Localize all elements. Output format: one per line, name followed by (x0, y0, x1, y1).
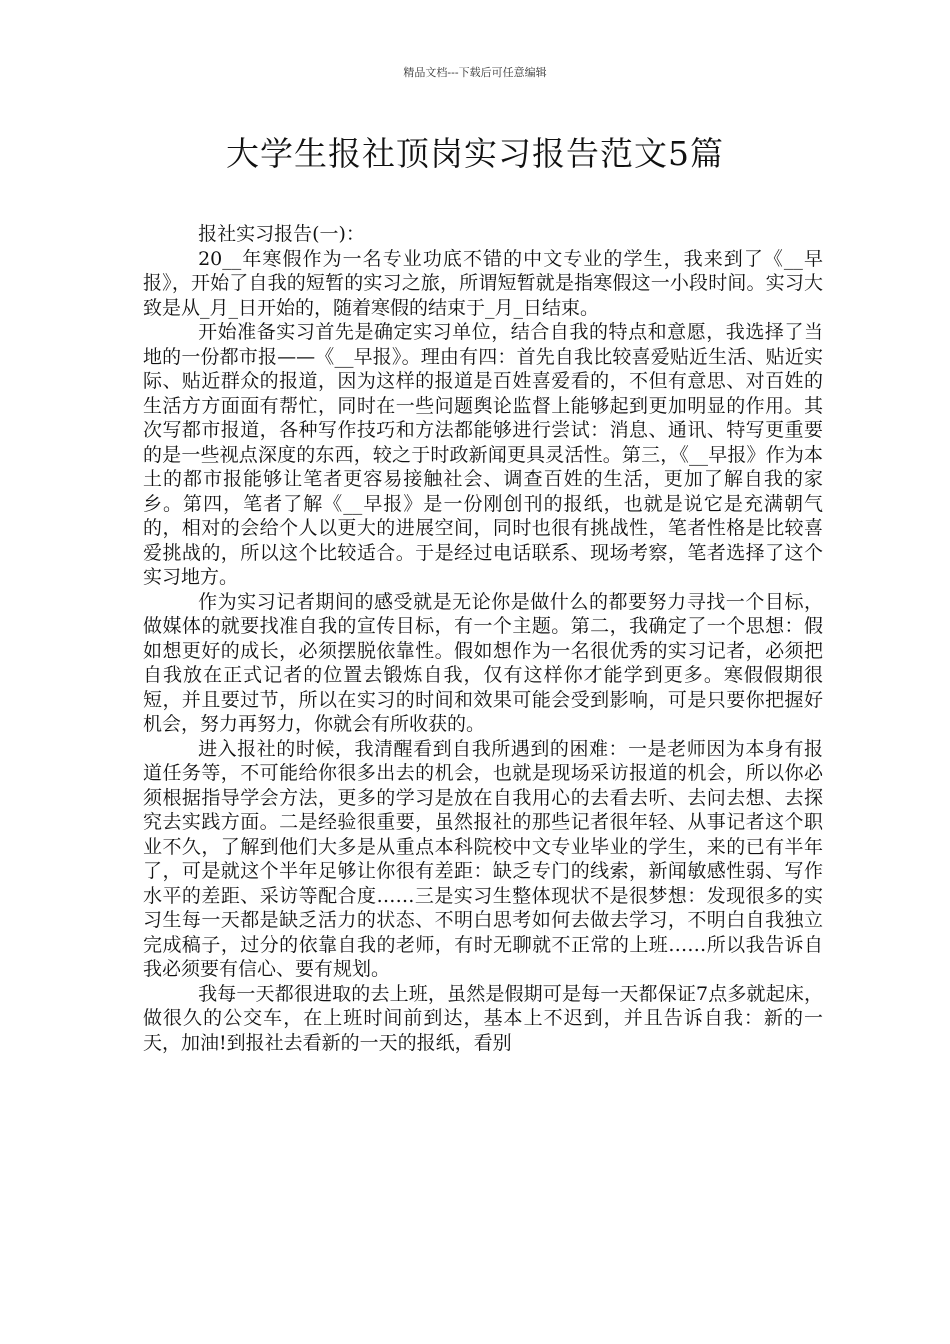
section-label: 报社实习报告(一)： (198, 223, 365, 245)
document-body (143, 222, 823, 1055)
paragraph-2: 开始准备实习首先是确定实习单位，结合自我的特点和意愿，我选择了当地的一份都市报——《__早报》。理由有四：首先自我比较喜爱贴近生活、贴近实际、贴近群众的报道，因为这样的报道是百姓喜爱看的，不但有意思、对百姓的生活方方面面有帮忙，同时在一些问题舆论监督上能够起到更加明显的作用。其次写都市报道，各种写作技巧和方法都能够进行尝试：消息、通讯、特写更重要的是一些视点深度的东西，较之于时政新闻更具灵活性。第三，《__早报》作为本土的都市报能够让笔者更容易接触社会、调查百姓的生活，更加了解自我的家乡。第四，笔者了解《__早报》是一份刚创刊的报纸，也就是说它是充满朝气的，相对的会给个人以更大的进展空间，同时也很有挑战性，笔者性格是比较喜爱挑战的，所以这个比较适合。于是经过电话联系、现场考察，笔者选择了这个实习地方。 (143, 321, 823, 588)
paragraph-4: 进入报社的时候，我清醒看到自我所遇到的困难：一是老师因为本身有报道任务等，不可能给你很多出去的机会，也就是现场采访报道的机会，所以你必须根据指导学会方法，更多的学习是放在自我用心的去看去听、去问去想、去探究去实践方面。二是经验很重要，虽然报社的那些记者很年轻、从事记者这个职业不久，了解到他们大多是从重点本科院校中文专业毕业的学生，来的已有半年了，可是就这个半年足够让你很有差距：缺乏专门的线索，新闻敏感性弱、写作水平的差距、采访等配合度……三是实习生整体现状不是很梦想：发现很多的实习生每一天都是缺乏活力的状态、不明白思考如何去做去学习，不明白自我独立完成稿子，过分的依靠自我的老师，有时无聊就不正常的上班……所以我告诉自我必须要有信心、要有规划。 (143, 737, 823, 980)
paragraph-3: 作为实习记者期间的感受就是无论你是做什么的都要努力寻找一个目标，做媒体的就要找准自我的宣传目标，有一个主题。第二，我确定了一个思想：假如想更好的成长，必须摆脱依靠性。假如想作为一名很优秀的实习记者，必须把自我放在正式记者的位置去锻炼自我，仅有这样你才能学到更多。寒假假期很短，并且要过节，所以在实习的时间和效果可能会受到影响，可是只要你把握好机会，努力再努力，你就会有所收获的。 (143, 590, 823, 735)
paragraph-1: 20__年寒假作为一名专业功底不错的中文专业的学生，我来到了《__早报》，开始了自我的短暂的实习之旅，所谓短暂就是指寒假这一小段时间。实习大致是从_月_日开始的，随着寒假的结束于_月_日结束。 (143, 247, 823, 319)
header-note: 精品文档---下载后可任意编辑 (403, 66, 547, 79)
document-title: 大学生报社顶岗实习报告范文5篇 (226, 134, 724, 173)
paragraph-5: 我每一天都很进取的去上班，虽然是假期可是每一天都保证7点多就起床，做很久的公交车，在上班时间前到达，基本上不迟到，并且告诉自我：新的一天，加油!到报社去看新的一天的报纸，看别 (143, 982, 823, 1054)
